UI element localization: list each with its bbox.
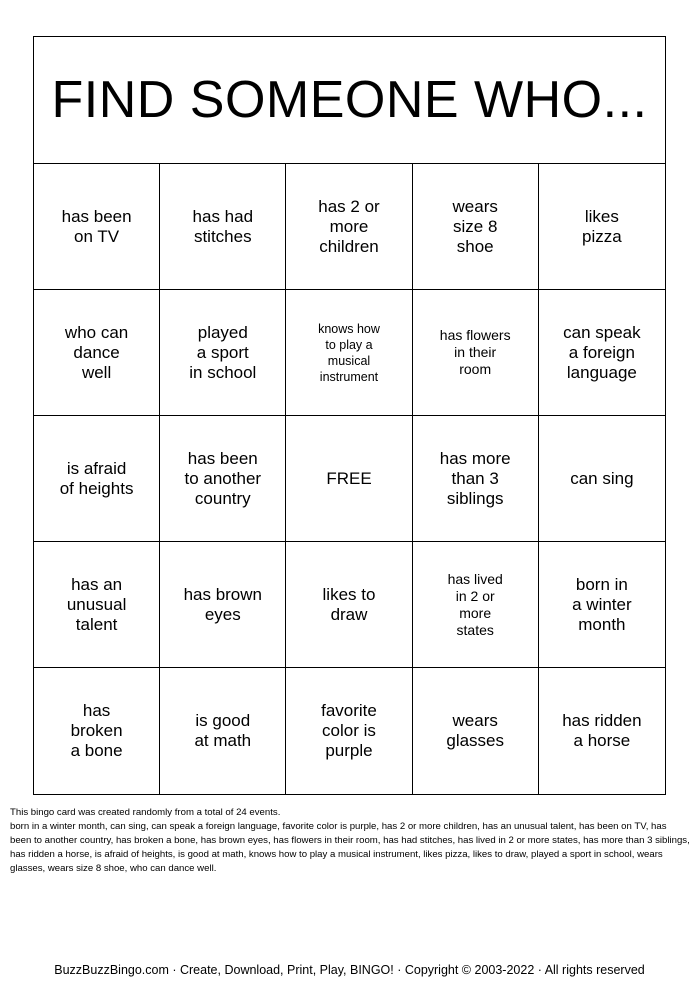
cell-text: is afraid of heights bbox=[59, 458, 134, 498]
bingo-card bbox=[33, 36, 666, 795]
cell-text: can sing bbox=[570, 468, 634, 488]
bingo-cell bbox=[286, 164, 412, 290]
bingo-cell bbox=[34, 416, 160, 542]
cell-text: favorite color is purple bbox=[321, 701, 377, 760]
cell-text: has brown eyes bbox=[183, 584, 262, 624]
bingo-cell bbox=[160, 668, 286, 794]
cell-text: wears glasses bbox=[446, 711, 505, 750]
cell-text: is good at math bbox=[194, 711, 252, 750]
bingo-cell bbox=[160, 542, 286, 668]
bingo-cell bbox=[539, 668, 665, 794]
bingo-cell bbox=[160, 416, 286, 542]
bingo-cell bbox=[539, 542, 665, 668]
cell-text: has flowers in their room bbox=[439, 327, 511, 377]
cell-text: has 2 or more children bbox=[318, 196, 380, 256]
info-summary: This bingo card was created randomly from a total of 24 events. bbox=[10, 807, 281, 818]
info-event-list: born in a winter month, can sing, can speak a foreign language, favorite color is purple, has 2 or more children, has an unusual talent, has been on TV, has been to another country, has broken a bone, has brown eyes, has flowers in their room, has had stitches, has lived in 2 or more states, has more than 3 siblings, has ridden a horse, is afraid of heights, is good at math, knows how to play a musical instrument, likes pizza, likes to draw, played a sport in school, wears glasses, wears size 8 shoe, who can dance well. bbox=[10, 821, 690, 874]
cell-text: played a sport in school bbox=[189, 322, 257, 382]
card-title: FIND SOMEONE WHO... bbox=[34, 37, 665, 164]
bingo-cell bbox=[413, 416, 539, 542]
bingo-cell bbox=[34, 164, 160, 290]
cell-text: can speak a foreign language bbox=[563, 322, 641, 382]
bingo-cell bbox=[413, 542, 539, 668]
bingo-cell bbox=[160, 164, 286, 290]
cell-text: has had stitches bbox=[192, 206, 254, 246]
cell-text: has been on TV bbox=[61, 206, 132, 246]
free-space-text: FREE bbox=[326, 468, 372, 488]
bingo-cell bbox=[160, 290, 286, 416]
cell-text: has ridden a horse bbox=[562, 711, 642, 750]
bingo-cell bbox=[286, 668, 412, 794]
cell-text: likes pizza bbox=[582, 206, 622, 246]
cell-text: has lived in 2 or more states bbox=[447, 570, 503, 638]
cell-text: has broken a bone bbox=[70, 701, 123, 760]
cell-text: has an unusual talent bbox=[66, 574, 127, 634]
cell-text: likes to draw bbox=[322, 584, 376, 624]
bingo-cell-free bbox=[286, 416, 412, 542]
bingo-grid bbox=[34, 164, 665, 794]
cell-text: has been to another country bbox=[184, 448, 262, 508]
card-info bbox=[10, 806, 690, 876]
cell-text: wears size 8 shoe bbox=[452, 196, 498, 256]
bingo-cell bbox=[34, 542, 160, 668]
bingo-cell bbox=[539, 164, 665, 290]
bingo-cell bbox=[34, 668, 160, 794]
bingo-cell bbox=[413, 290, 539, 416]
bingo-cell bbox=[539, 290, 665, 416]
bingo-cell bbox=[34, 290, 160, 416]
bingo-cell bbox=[286, 290, 412, 416]
footer-copyright: BuzzBuzzBingo.com · Create, Download, Print, Play, BINGO! · Copyright © 2003-2022 · All rights reserved bbox=[54, 963, 645, 977]
bingo-cell bbox=[413, 668, 539, 794]
cell-text: has more than 3 siblings bbox=[439, 448, 511, 508]
bingo-cell bbox=[286, 542, 412, 668]
cell-text: who can dance well bbox=[64, 322, 129, 382]
bingo-cell bbox=[413, 164, 539, 290]
bingo-cell bbox=[539, 416, 665, 542]
cell-text: born in a winter month bbox=[572, 574, 632, 634]
cell-text: knows how to play a musical instrument bbox=[318, 321, 380, 384]
